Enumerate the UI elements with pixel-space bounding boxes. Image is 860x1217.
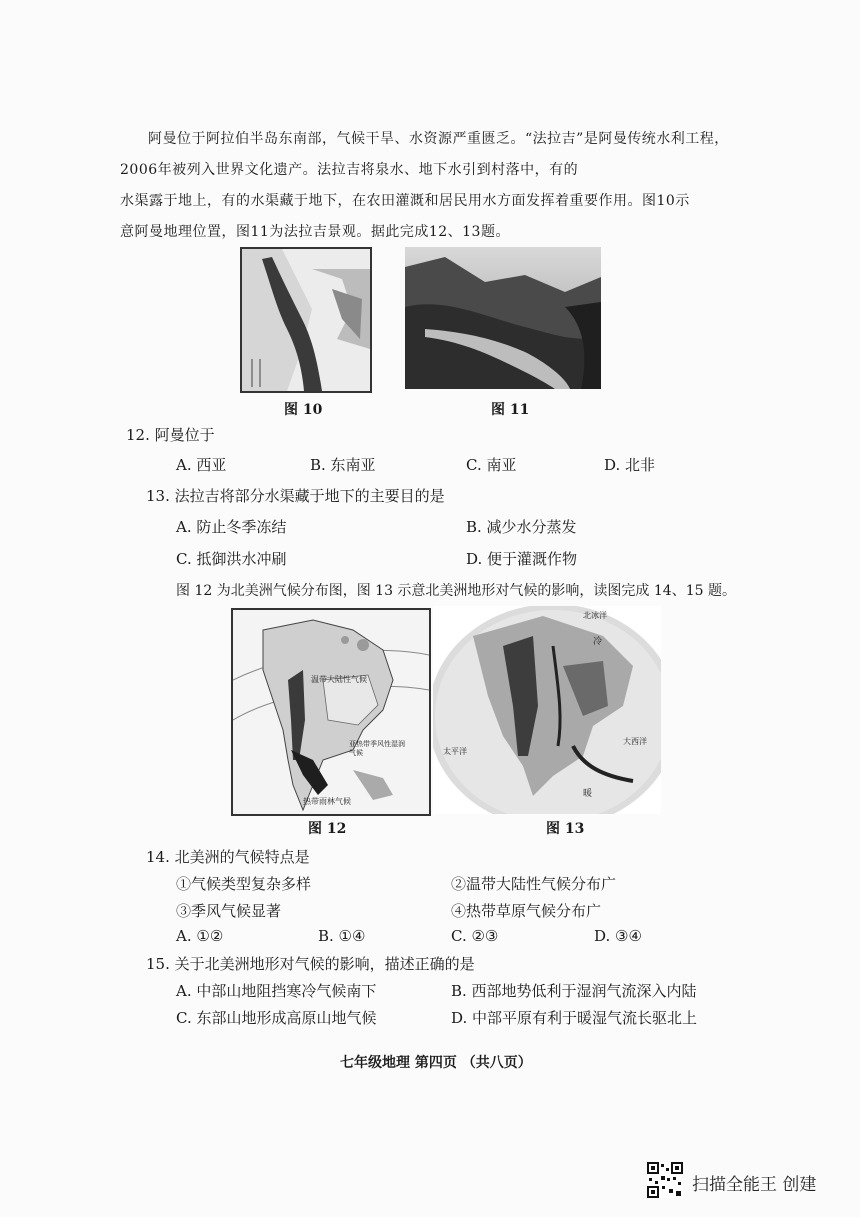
q14-option-a[interactable]: A. ①② xyxy=(176,927,224,945)
north-america-terrain-graphic xyxy=(433,606,661,814)
fig12-label-subtropical: 亚热带季风性湿润气候 xyxy=(349,740,405,757)
q14-statement-3: ③季风气候显著 xyxy=(176,902,282,920)
figure-12-map xyxy=(231,608,431,816)
q14-statement-4: ④热带草原气候分布广 xyxy=(451,902,602,920)
figure-10-caption: 图 10 xyxy=(284,402,323,418)
q15-option-c[interactable]: C. 东部山地形成高原山地气候 xyxy=(176,1009,377,1027)
q13-option-c[interactable]: C. 抵御洪水冲刷 xyxy=(176,550,287,568)
q12-option-b[interactable]: B. 东南亚 xyxy=(310,456,376,474)
q12-option-d[interactable]: D. 北非 xyxy=(604,456,656,474)
question-13-stem: 13. 法拉吉将部分水渠藏于地下的主要目的是 xyxy=(146,487,445,505)
q14-option-d[interactable]: D. ③④ xyxy=(594,927,642,945)
fig13-label-arctic: 北冰洋 xyxy=(583,611,607,620)
fig13-label-pacific: 太平洋 xyxy=(443,747,467,756)
q14-option-c[interactable]: C. ②③ xyxy=(451,927,499,945)
q15-option-a[interactable]: A. 中部山地阻挡寒冷气候南下 xyxy=(176,982,377,1000)
q13-option-b[interactable]: B. 减少水分蒸发 xyxy=(466,518,577,536)
falaj-photo-graphic xyxy=(405,247,601,389)
fig13-label-atlantic: 大西洋 xyxy=(623,737,647,746)
intro-line: 2006年被列入世界文化遗产。法拉吉将泉水、地下水引到村落中，有的 xyxy=(120,162,579,178)
page-footer: 七年级地理 第四页 （共八页） xyxy=(340,1055,532,1071)
figure-11-photo xyxy=(405,247,601,389)
figure-10-map xyxy=(240,247,372,393)
question-15-stem: 15. 关于北美洲地形对气候的影响，描述正确的是 xyxy=(146,955,475,973)
intro-line: 意阿曼地理位置，图11为法拉吉景观。据此完成12、13题。 xyxy=(120,224,510,240)
intro-line: 阿曼位于阿拉伯半岛东南部，气候干旱、水资源严重匮乏。“法拉吉”是阿曼传统水利工程， xyxy=(148,131,729,147)
q14-statement-1: ①气候类型复杂多样 xyxy=(176,875,312,893)
figure-13-caption: 图 13 xyxy=(546,821,585,837)
figure-13-globe xyxy=(433,606,661,814)
figure-12-caption: 图 12 xyxy=(308,821,347,837)
intro-2: 图 12 为北美洲气候分布图，图 13 示意北美洲地形对气候的影响，读图完成 14、15 题。 xyxy=(176,583,736,599)
question-12-stem: 12. 阿曼位于 xyxy=(126,426,215,444)
q14-statement-2: ②温带大陆性气候分布广 xyxy=(451,875,617,893)
q13-option-a[interactable]: A. 防止冬季冻结 xyxy=(176,518,287,536)
q15-option-b[interactable]: B. 西部地势低利于湿润气流深入内陆 xyxy=(451,982,697,1000)
question-14-stem: 14. 北美洲的气候特点是 xyxy=(146,848,310,866)
intro-paragraph xyxy=(120,124,729,248)
q12-option-a[interactable]: A. 西亚 xyxy=(176,456,227,474)
north-america-climate-graphic xyxy=(233,610,429,814)
q15-option-d[interactable]: D. 中部平原有利于暖湿气流长驱北上 xyxy=(451,1009,698,1027)
qr-code-icon xyxy=(647,1162,683,1198)
q14-option-b[interactable]: B. ①④ xyxy=(318,927,366,945)
figure-11-caption: 图 11 xyxy=(491,402,530,418)
scanner-watermark-label: 扫描全能王 创建 xyxy=(692,1175,817,1195)
oman-map-graphic xyxy=(242,249,370,391)
fig13-label-cold: 冷 xyxy=(593,637,603,647)
fig12-label-temperate: 温带大陆性气候 xyxy=(311,675,367,684)
fig12-label-rainforest: 热带雨林气候 xyxy=(303,797,351,806)
fig13-label-warm: 暖 xyxy=(583,789,593,799)
q12-option-c[interactable]: C. 南亚 xyxy=(466,456,517,474)
q13-option-d[interactable]: D. 便于灌溉作物 xyxy=(466,550,578,568)
intro-line: 水渠露于地上，有的水渠藏于地下，在农田灌溉和居民用水方面发挥着重要作用。图10示 xyxy=(120,193,690,209)
